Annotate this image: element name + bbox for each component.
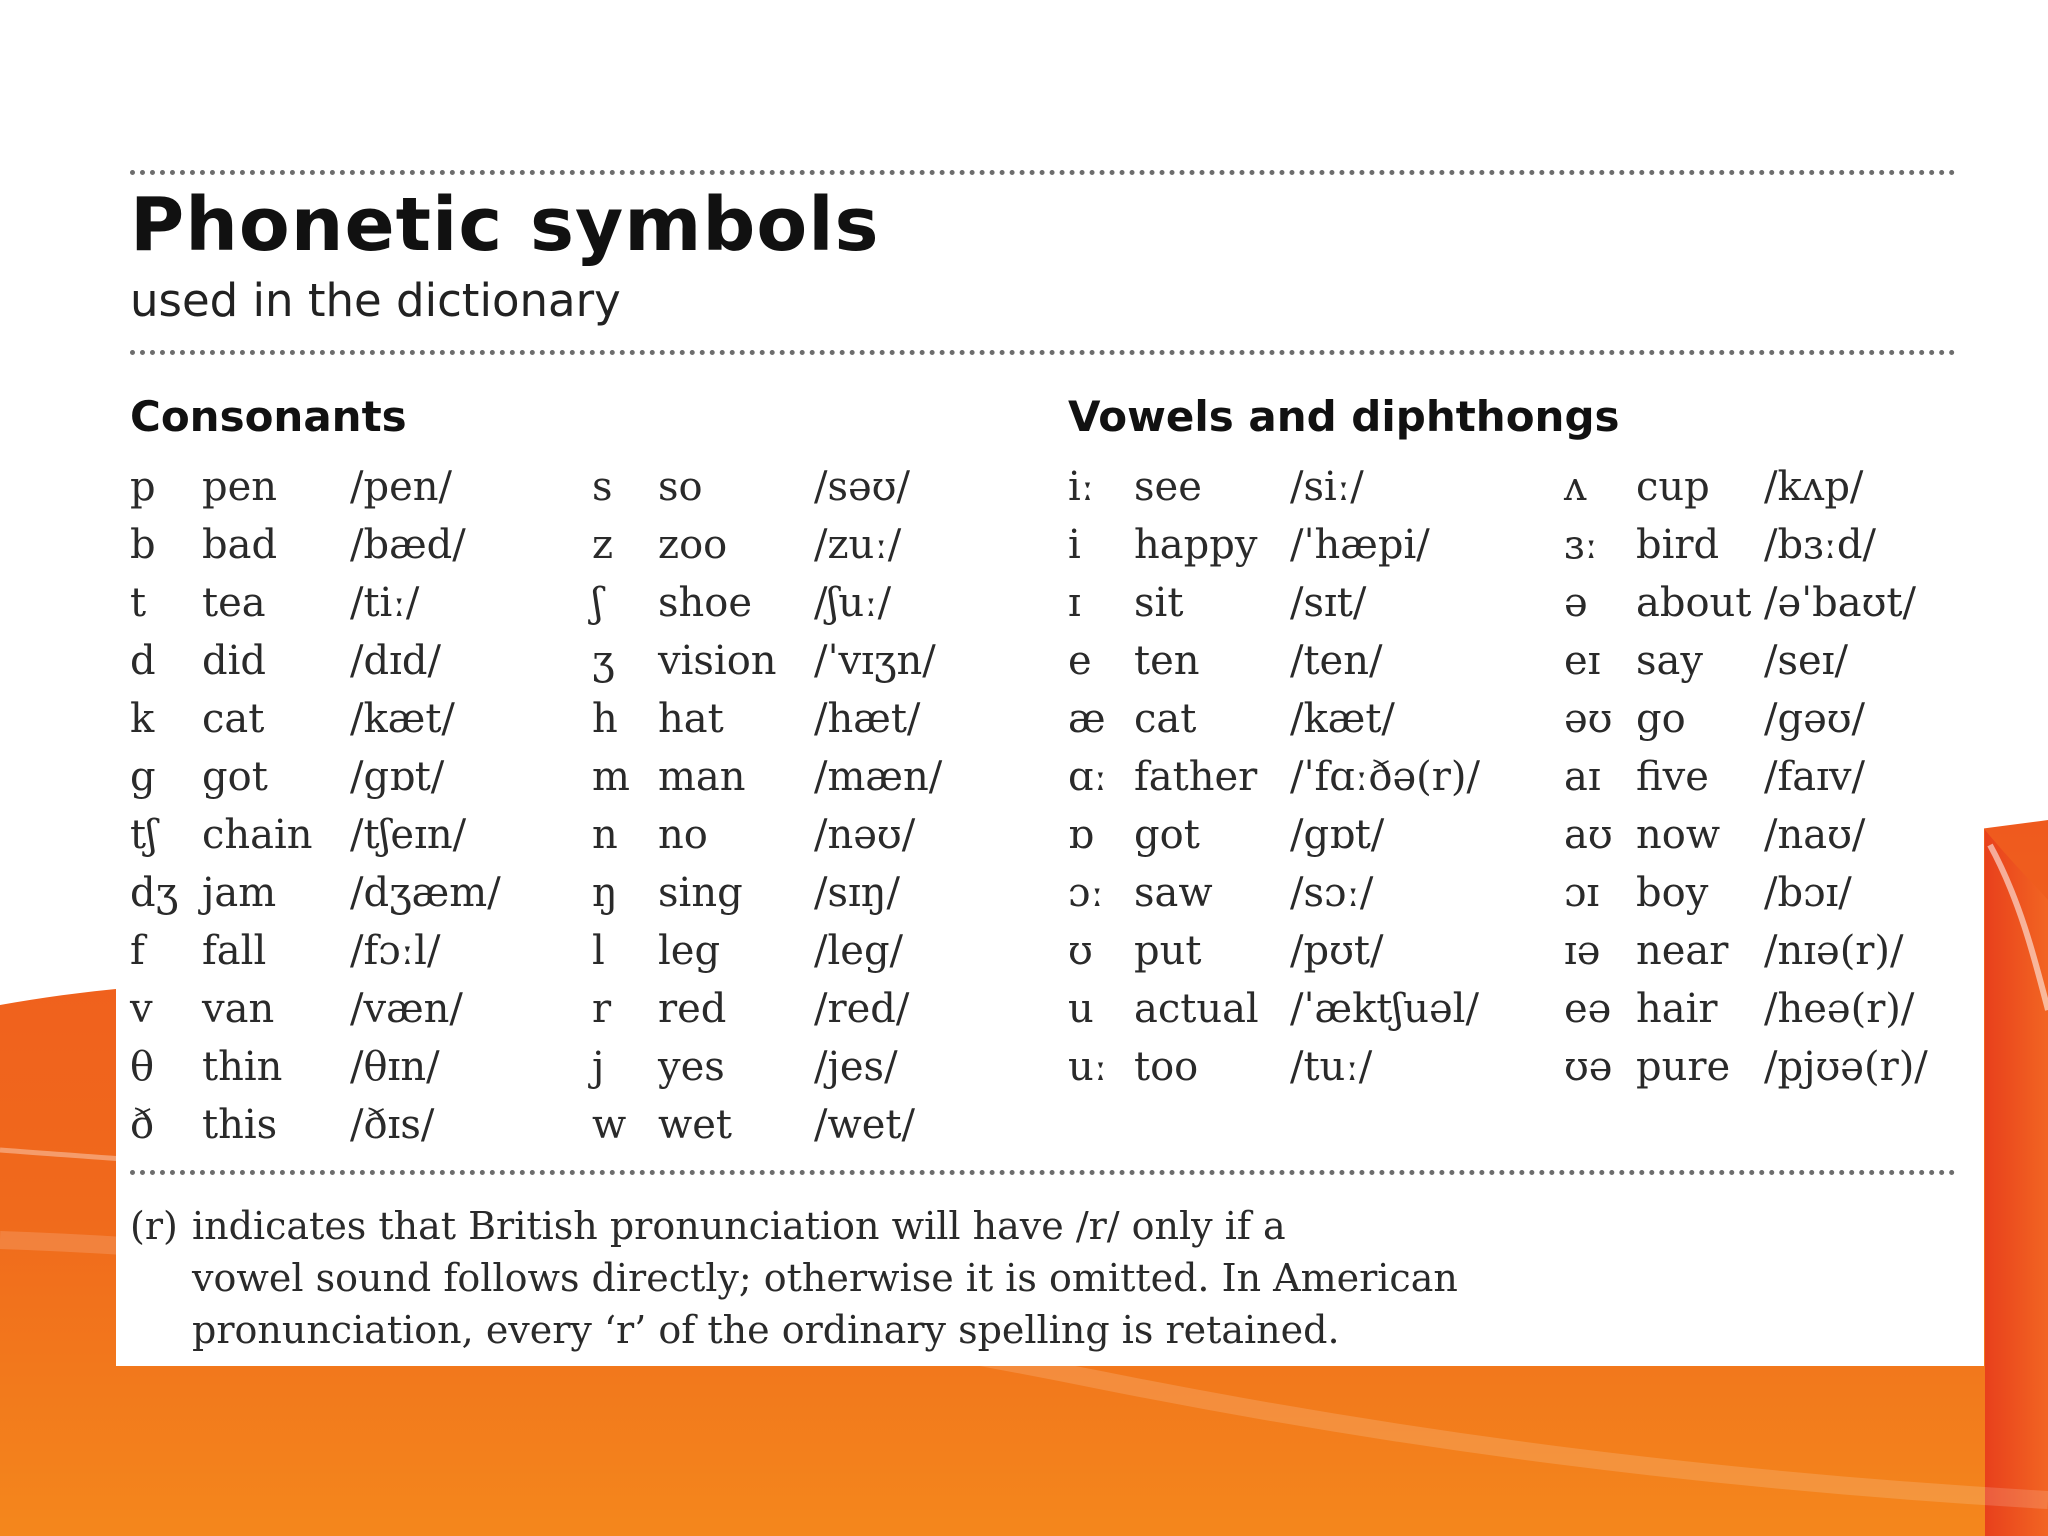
ipa-transcription: /siː/ [1290,464,1364,510]
example-word: zoo [658,522,728,568]
example-word: bird [1636,522,1720,568]
example-word: red [658,986,727,1032]
phonetic-symbol: s [592,464,613,510]
ipa-transcription: /gɒt/ [350,754,445,800]
phonetic-symbol: əʊ [1564,696,1613,742]
ipa-transcription: /mæn/ [814,754,943,800]
example-word: thin [202,1044,283,1090]
ipa-transcription: /kæt/ [1290,696,1395,742]
phonetic-symbol: ɔɪ [1564,870,1600,916]
ipa-transcription: /bɔɪ/ [1764,870,1852,916]
phoneme-row [592,690,1032,748]
phonetic-symbol: tʃ [130,812,157,858]
consonants-column-left [130,458,570,1154]
phoneme-row [130,748,570,806]
phonetic-card [116,150,1984,1366]
ipa-transcription: /heə(r)/ [1764,986,1915,1032]
phonetic-symbol: eɪ [1564,638,1601,684]
phoneme-row [1068,980,1548,1038]
phoneme-row [130,1096,570,1154]
phoneme-row [1068,748,1548,806]
phoneme-row [1564,1038,2004,1096]
phonetic-symbol: j [592,1044,605,1090]
phonetic-symbol: t [130,580,147,626]
ipa-transcription: /pjʊə(r)/ [1764,1044,1928,1090]
divider-header [130,350,1956,355]
example-word: did [202,638,267,684]
ipa-transcription: /gəʊ/ [1764,696,1866,742]
phonetic-symbol: i [1068,522,1081,568]
phoneme-row [1068,690,1548,748]
phoneme-row [1564,806,2004,864]
phonetic-symbol: ɔː [1068,870,1104,916]
footnote-line-1 [130,1200,1690,1252]
phoneme-row [1068,1038,1548,1096]
phonetic-symbol: ʃ [592,580,603,626]
phonetic-symbol: g [130,754,156,800]
phoneme-row [1068,458,1548,516]
ipa-transcription: /leg/ [814,928,904,974]
phonetic-symbol: ð [130,1102,155,1148]
example-word: vision [658,638,777,684]
example-word: put [1134,928,1202,974]
phonetic-symbol: m [592,754,630,800]
example-word: so [658,464,703,510]
ipa-transcription: /sɪŋ/ [814,870,901,916]
phoneme-row [130,574,570,632]
phoneme-row [130,806,570,864]
phoneme-row [130,980,570,1038]
ipa-transcription: /ˈæktʃuəl/ [1290,986,1479,1032]
phonetic-symbol: h [592,696,618,742]
phonetic-symbol: w [592,1102,627,1148]
ipa-transcription: /kʌp/ [1764,464,1864,510]
example-word: cat [1134,696,1197,742]
phoneme-row [592,748,1032,806]
example-word: actual [1134,986,1259,1032]
ipa-transcription: /hæt/ [814,696,921,742]
ipa-transcription: /zuː/ [814,522,902,568]
ipa-transcription: /əˈbaʊt/ [1764,580,1916,626]
phoneme-row [592,632,1032,690]
ipa-transcription: /væn/ [350,986,463,1032]
example-word: this [202,1102,278,1148]
example-word: jam [202,870,277,916]
example-word: bad [202,522,278,568]
footnote-text-1: indicates that British pronunciation will have /r/ only if a [192,1204,1286,1248]
example-word: pure [1636,1044,1731,1090]
phonetic-symbol: ɑː [1068,754,1108,800]
phonetic-symbol: dʒ [130,870,179,916]
example-word: father [1134,754,1258,800]
phoneme-row [130,864,570,922]
ipa-transcription: /θɪn/ [350,1044,440,1090]
ipa-transcription: /wet/ [814,1102,915,1148]
example-word: no [658,812,708,858]
ipa-transcription: /tiː/ [350,580,420,626]
phoneme-row [1068,632,1548,690]
phonetic-symbol: aʊ [1564,812,1613,858]
page-subtitle: used in the dictionary [130,274,621,327]
phoneme-row [130,1038,570,1096]
ipa-transcription: /tuː/ [1290,1044,1373,1090]
example-word: see [1134,464,1202,510]
phoneme-row [592,458,1032,516]
example-word: happy [1134,522,1258,568]
phonetic-symbol: ɒ [1068,812,1094,858]
phonetic-symbol: r [592,986,612,1032]
ipa-transcription: /jes/ [814,1044,898,1090]
example-word: got [1134,812,1200,858]
example-word: cup [1636,464,1710,510]
phonetic-symbol: v [130,986,153,1032]
phonetic-symbol: ɪə [1564,928,1601,974]
ipa-transcription: /ten/ [1290,638,1383,684]
example-word: man [658,754,746,800]
example-word: sing [658,870,743,916]
example-word: got [202,754,268,800]
ipa-transcription: /nəʊ/ [814,812,916,858]
ipa-transcription: /bæd/ [350,522,466,568]
phoneme-row [130,516,570,574]
phonetic-symbol: d [130,638,156,684]
example-word: about [1636,580,1752,626]
footnote-marker: (r) [130,1204,178,1248]
example-word: five [1636,754,1709,800]
phoneme-row [592,922,1032,980]
ipa-transcription: /dɪd/ [350,638,441,684]
example-word: too [1134,1044,1199,1090]
ipa-transcription: /səʊ/ [814,464,910,510]
phoneme-row [130,690,570,748]
vowels-column-right [1564,458,2004,1154]
phonetic-symbol: ɪ [1068,580,1081,626]
ipa-transcription: /fɔːl/ [350,928,441,974]
phoneme-row [1564,748,2004,806]
example-word: sit [1134,580,1184,626]
ipa-transcription: /ˈfɑːðə(r)/ [1290,754,1480,800]
example-word: cat [202,696,265,742]
consonants-column-right [592,458,1032,1154]
ipa-transcription: /bɜːd/ [1764,522,1876,568]
phoneme-row [130,922,570,980]
example-word: van [202,986,275,1032]
phoneme-row [1068,574,1548,632]
phoneme-row [592,516,1032,574]
phoneme-row [1564,690,2004,748]
divider-bottom [130,1170,1956,1175]
example-word: now [1636,812,1721,858]
example-word: fall [202,928,267,974]
phoneme-row [1068,922,1548,980]
ipa-transcription: /ˈhæpi/ [1290,522,1430,568]
example-word: near [1636,928,1729,974]
phoneme-row [130,458,570,516]
example-word: say [1636,638,1703,684]
phoneme-row [592,806,1032,864]
phonetic-symbol: ʊə [1564,1044,1613,1090]
vowels-heading: Vowels and diphthongs [1068,392,1620,441]
phoneme-row [592,1096,1032,1154]
ipa-transcription: /red/ [814,986,910,1032]
example-word: tea [202,580,266,626]
phoneme-row [592,864,1032,922]
ipa-transcription: /faɪv/ [1764,754,1865,800]
example-word: pen [202,464,278,510]
phoneme-row [1564,574,2004,632]
phoneme-row [1564,922,2004,980]
example-word: wet [658,1102,732,1148]
ipa-transcription: /pʊt/ [1290,928,1384,974]
ipa-transcription: /kæt/ [350,696,455,742]
phoneme-row [1068,516,1548,574]
phoneme-row [1068,864,1548,922]
phonetic-symbol: f [130,928,145,974]
ipa-transcription: /ˈvɪʒn/ [814,638,936,684]
ipa-transcription: /naʊ/ [1764,812,1866,858]
phonetic-symbol: l [592,928,605,974]
footnote-line-3: pronunciation, every ‘r’ of the ordinary spelling is retained. [192,1308,1340,1352]
phonetic-symbol: aɪ [1564,754,1601,800]
ipa-transcription: /seɪ/ [1764,638,1848,684]
example-word: yes [658,1044,725,1090]
phonetic-symbol: eə [1564,986,1612,1032]
phonetic-symbol: k [130,696,155,742]
footnote-line-2: vowel sound follows directly; otherwise it is omitted. In American [192,1256,1458,1300]
phonetic-symbol: θ [130,1044,155,1090]
divider-top [130,170,1956,175]
phonetic-symbol: ŋ [592,870,618,916]
page-title: Phonetic symbols [130,182,880,268]
vowels-column-left [1068,458,1548,1154]
phonetic-symbol: iː [1068,464,1095,510]
phonetic-symbol: u [1068,986,1094,1032]
phoneme-row [592,1038,1032,1096]
phoneme-row [1564,980,2004,1038]
ipa-transcription: /ðɪs/ [350,1102,435,1148]
phonetic-symbol: ʊ [1068,928,1093,974]
example-word: go [1636,696,1686,742]
footnote [130,1200,1690,1356]
ipa-transcription: /pen/ [350,464,452,510]
example-word: leg [658,928,721,974]
phonetic-symbol: n [592,812,618,858]
ipa-transcription: /dʒæm/ [350,870,501,916]
example-word: ten [1134,638,1200,684]
phonetic-symbol: b [130,522,156,568]
phonetic-symbol: ə [1564,580,1588,626]
consonants-heading: Consonants [130,392,407,441]
phonetic-symbol: ʒ [592,638,615,684]
phonetic-symbol: z [592,522,614,568]
ipa-transcription: /gɒt/ [1290,812,1385,858]
ipa-transcription: /sɔː/ [1290,870,1374,916]
phoneme-row [130,632,570,690]
example-word: hat [658,696,724,742]
phonetic-symbol: p [130,464,156,510]
phoneme-row [1564,516,2004,574]
phonetic-symbol: ʌ [1564,464,1587,510]
phonetic-symbol: ɜː [1564,522,1598,568]
phoneme-row [1564,458,2004,516]
example-word: shoe [658,580,753,626]
example-word: saw [1134,870,1213,916]
phoneme-row [1564,864,2004,922]
phonetic-symbol: uː [1068,1044,1108,1090]
example-word: chain [202,812,313,858]
phoneme-row [1564,632,2004,690]
ipa-transcription: /sɪt/ [1290,580,1367,626]
phoneme-row [1068,806,1548,864]
ipa-transcription: /ʃuː/ [814,580,892,626]
phonetic-symbol: æ [1068,696,1106,742]
example-word: boy [1636,870,1709,916]
ipa-transcription: /tʃeɪn/ [350,812,467,858]
ipa-transcription: /nɪə(r)/ [1764,928,1904,974]
phonetic-symbol: e [1068,638,1092,684]
example-word: hair [1636,986,1718,1032]
phoneme-row [592,574,1032,632]
phoneme-row [592,980,1032,1038]
